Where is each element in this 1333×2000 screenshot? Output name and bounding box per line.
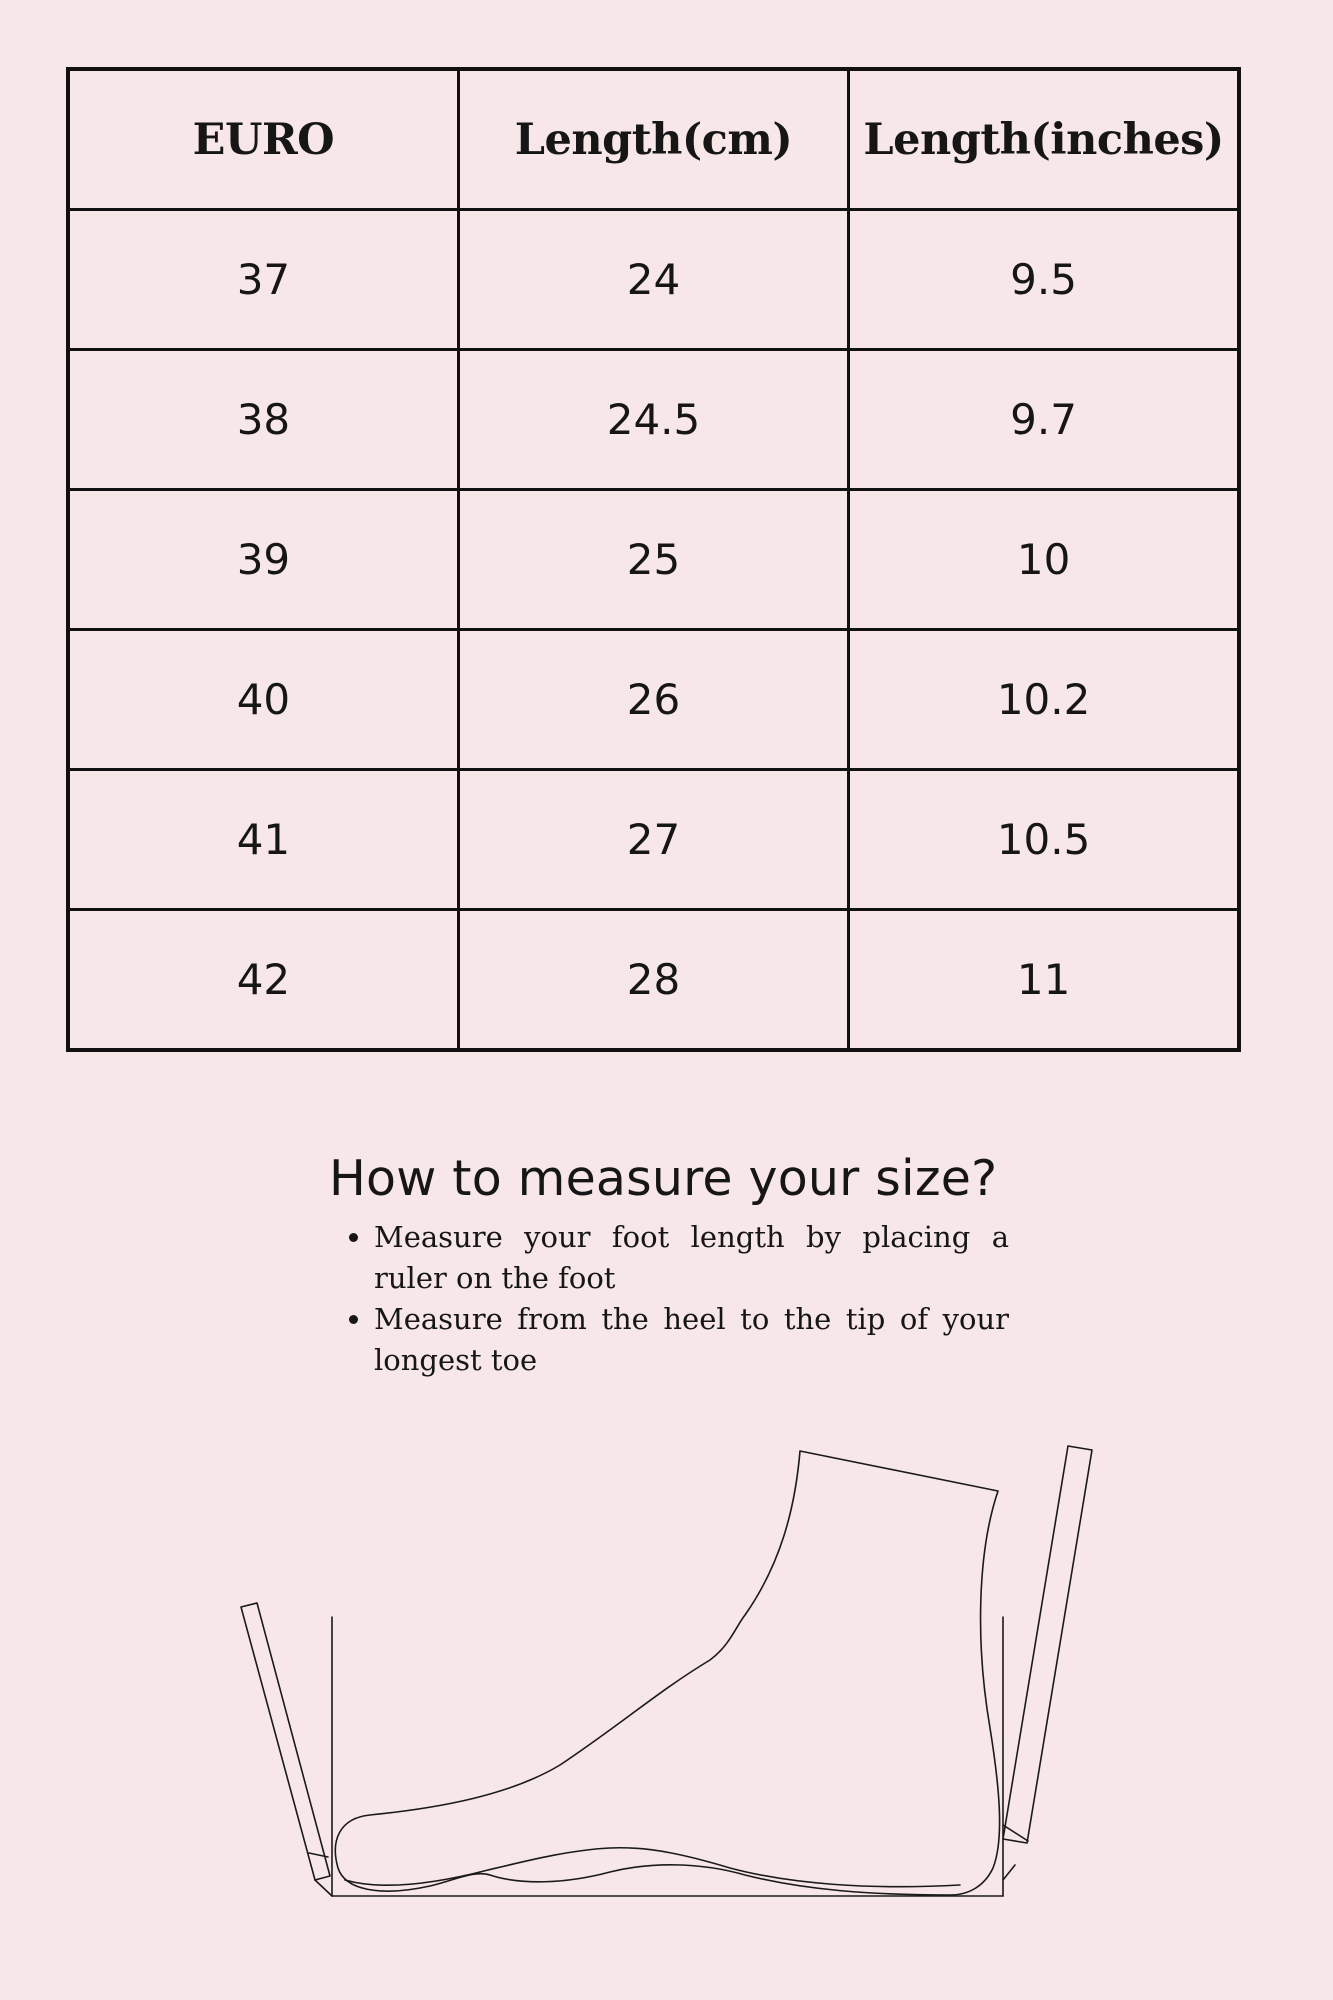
size-chart-table [66, 67, 1241, 1052]
cell-euro: 39 [68, 490, 458, 630]
cell-length-inches: 11 [849, 910, 1239, 1051]
cell-length-inches: 10.5 [849, 770, 1239, 910]
cell-length-inches: 9.7 [849, 350, 1239, 490]
table-row [68, 210, 1239, 350]
cell-length-cm: 27 [458, 770, 848, 910]
right-ruler [1003, 1446, 1092, 1843]
cell-euro: 38 [68, 350, 458, 490]
cell-length-inches: 9.5 [849, 210, 1239, 350]
cell-length-cm: 25 [458, 490, 848, 630]
guide-steps [329, 1217, 1009, 1381]
cell-length-cm: 24.5 [458, 350, 848, 490]
header-euro: EURO [68, 69, 458, 210]
cell-euro: 41 [68, 770, 458, 910]
cell-length-inches: 10 [849, 490, 1239, 630]
left-ruler-base [315, 1880, 332, 1896]
header-row [68, 69, 1239, 210]
foot-outline [335, 1451, 999, 1895]
cell-length-inches: 10.2 [849, 630, 1239, 770]
cell-length-cm: 28 [458, 910, 848, 1051]
cell-euro: 37 [68, 210, 458, 350]
guide-step: • Measure from the heel to the tip of your longest toe [374, 1299, 1009, 1381]
cell-euro: 42 [68, 910, 458, 1051]
table-row [68, 910, 1239, 1051]
right-ruler-tick [1003, 1825, 1028, 1841]
sole-outline [345, 1848, 960, 1887]
measurement-guide [329, 1148, 1009, 1381]
guide-title: How to measure your size? [329, 1150, 998, 1207]
header-length-cm: Length(cm) [458, 69, 848, 210]
size-chart-body [68, 210, 1239, 1051]
table-row [68, 350, 1239, 490]
table-row [68, 630, 1239, 770]
cell-length-cm: 24 [458, 210, 848, 350]
size-chart-header [68, 69, 1239, 210]
cell-euro: 40 [68, 630, 458, 770]
left-ruler [241, 1603, 330, 1880]
header-length-inches: Length(inches) [849, 69, 1239, 210]
right-ruler-base [1003, 1865, 1015, 1880]
table-row [68, 490, 1239, 630]
table-row [68, 770, 1239, 910]
foot-measurement-icon [0, 1400, 1333, 1920]
cell-length-cm: 26 [458, 630, 848, 770]
guide-step: • Measure your foot length by placing a ruler on the foot [374, 1217, 1009, 1299]
